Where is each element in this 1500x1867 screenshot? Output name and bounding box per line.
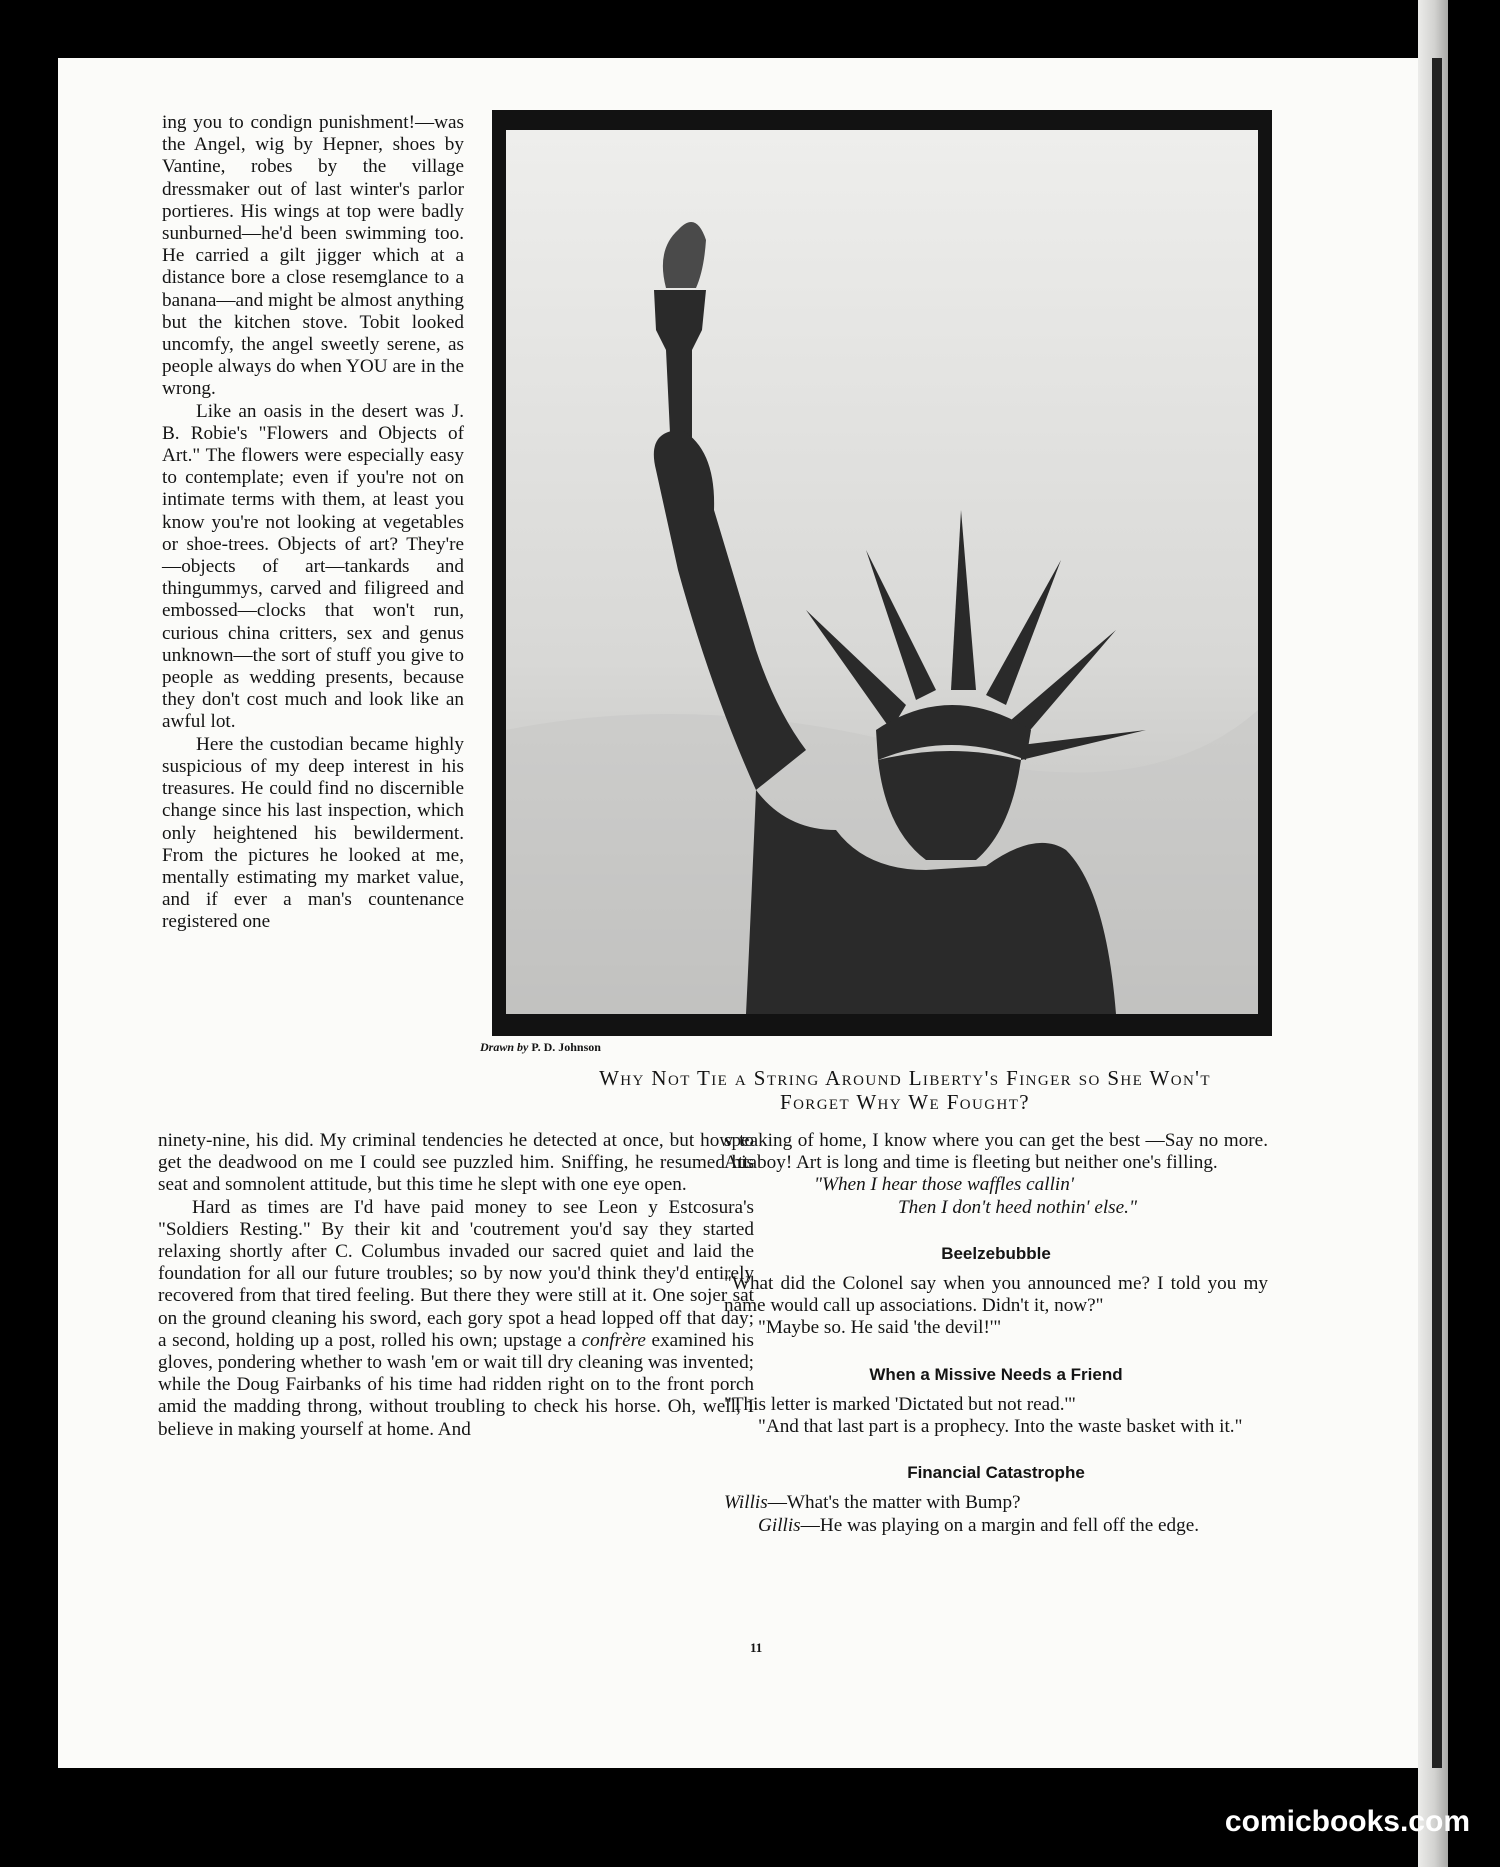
page-number: 11 (750, 1640, 763, 1655)
left-column-bottom (158, 1130, 754, 1441)
dialogue: —What's the matter with Bump? (767, 1492, 1021, 1514)
joke-financial (724, 1462, 1268, 1537)
poem-line: Then I don't heed nothin' else." (898, 1196, 1138, 1218)
statue-of-liberty-illustration (506, 130, 1258, 1014)
speaker-name: Willis (724, 1492, 768, 1514)
text-run: examined his gloves, pondering whether to wash 'em or wait till dry cleaning was invented; while the Doug Fairbanks of his time had ridden right on to the front porch amid the madding throng, without troubling to check his horse. Oh, well, I believe in making yourself at home. And (158, 1329, 755, 1440)
joke-line (724, 1515, 1268, 1537)
dialogue: —He was playing on a margin and fell off the edge. (800, 1514, 1200, 1536)
joke-line: "And that last part is a prophecy. Into the waste basket with it." (758, 1416, 1243, 1438)
joke-line: "What did the Colonel say when you announced me? I told you my name would call up associations. Didn't it, now?" (724, 1273, 1268, 1317)
poem-quote (724, 1174, 1268, 1218)
caption-line: Forget Why We Fought? (779, 1090, 1031, 1114)
joke-line (724, 1492, 1268, 1514)
paragraph: speaking of home, I know where you can get the best —Say no more. Attaboy! Art is long and time is fleeting but neither one's filling. (724, 1130, 1268, 1174)
speaker-name: Gillis (758, 1514, 801, 1536)
paragraph: Here the custodian became highly suspicious of my deep interest in his treasures. He could find no discernible change since his last inspection, which only heightened his bewilderment. From the pictures he looked at me, mentally estimating my market value, and if ever a man's countenance registered one (162, 733, 464, 933)
italic-word: confrère (581, 1329, 646, 1351)
paragraph: ninety-nine, his did. My criminal tendencies he detected at once, but how to get the deadwood on me I could see puzzled him. Sniffing, he resumed his seat and somnolent attitude, but this time he slept with one eye open. (158, 1130, 754, 1196)
paragraph: Like an oasis in the desert was J. B. Robie's "Flowers and Objects of Art." The flowers were especially easy to contemplate; even if you're not on intimate terms with them, at least you know you're not looking at vegetables or shoe-trees. Objects of art? They're—objects of art—tankards and thingummys, carved and filigreed and embossed—clocks that won't run, curious china critters, sex and genus unknown—the sort of stuff you give to people as wedding presents, because they don't cost much and look like an awful lot. (162, 400, 464, 733)
caption-line: Why Not Tie a String Around Liberty's Finger so She Won't (599, 1066, 1211, 1090)
joke-line: "Maybe so. He said 'the devil!'" (758, 1317, 1002, 1339)
illustration-credit (480, 1040, 601, 1055)
joke-title: Financial Catastrophe (907, 1463, 1085, 1483)
paragraph (158, 1197, 754, 1441)
illustration-frame (492, 110, 1272, 1036)
left-column-top (162, 112, 464, 934)
joke-title: Beelzebubble (941, 1243, 1051, 1263)
joke-title: When a Missive Needs a Friend (869, 1364, 1123, 1384)
illustration-caption (560, 1066, 1250, 1114)
binding-edge (1432, 58, 1442, 1768)
poem-line: "When I hear those waffles callin' (814, 1174, 1074, 1196)
credit-prefix: Drawn by (480, 1040, 529, 1054)
right-column (724, 1130, 1268, 1537)
watermark-text: comicbooks.com (1224, 1805, 1470, 1838)
joke-missive (724, 1364, 1268, 1439)
paragraph: ing you to condign punishment!—was the Angel, wig by Hepner, shoes by Vantine, robes by the village dressmaker out of last winter's parlor portieres. His wings at top were badly sunburned—he'd been swimming too. He carried a gilt jigger which at a distance bore a close resemglance to a banana—and might be almost anything but the kitchen stove. Tobit looked uncomfy, the angel sweetly serene, as people always do when YOU are in the wrong. (162, 112, 464, 400)
joke-line: "This letter is marked 'Dictated but not read.'" (724, 1393, 1076, 1415)
joke-beelzebubble (724, 1243, 1268, 1340)
credit-artist: P. D. Johnson (531, 1040, 601, 1054)
text-run: Hard as times are I'd have paid money to see Leon y Estcosura's "Soldiers Resting." By their kit and 'coutrement you'd say they started relaxing shortly after C. Columbus invaded our sacred quiet and laid the foundation for all our future troubles; so by now you'd think they'd entirely recovered from that tired feeling. But there they were still at it. One sojer sat on the ground cleaning his sword, each gory spot a head lopped off that day; a second, holding up a post, rolled his own; upstage a (158, 1196, 754, 1351)
